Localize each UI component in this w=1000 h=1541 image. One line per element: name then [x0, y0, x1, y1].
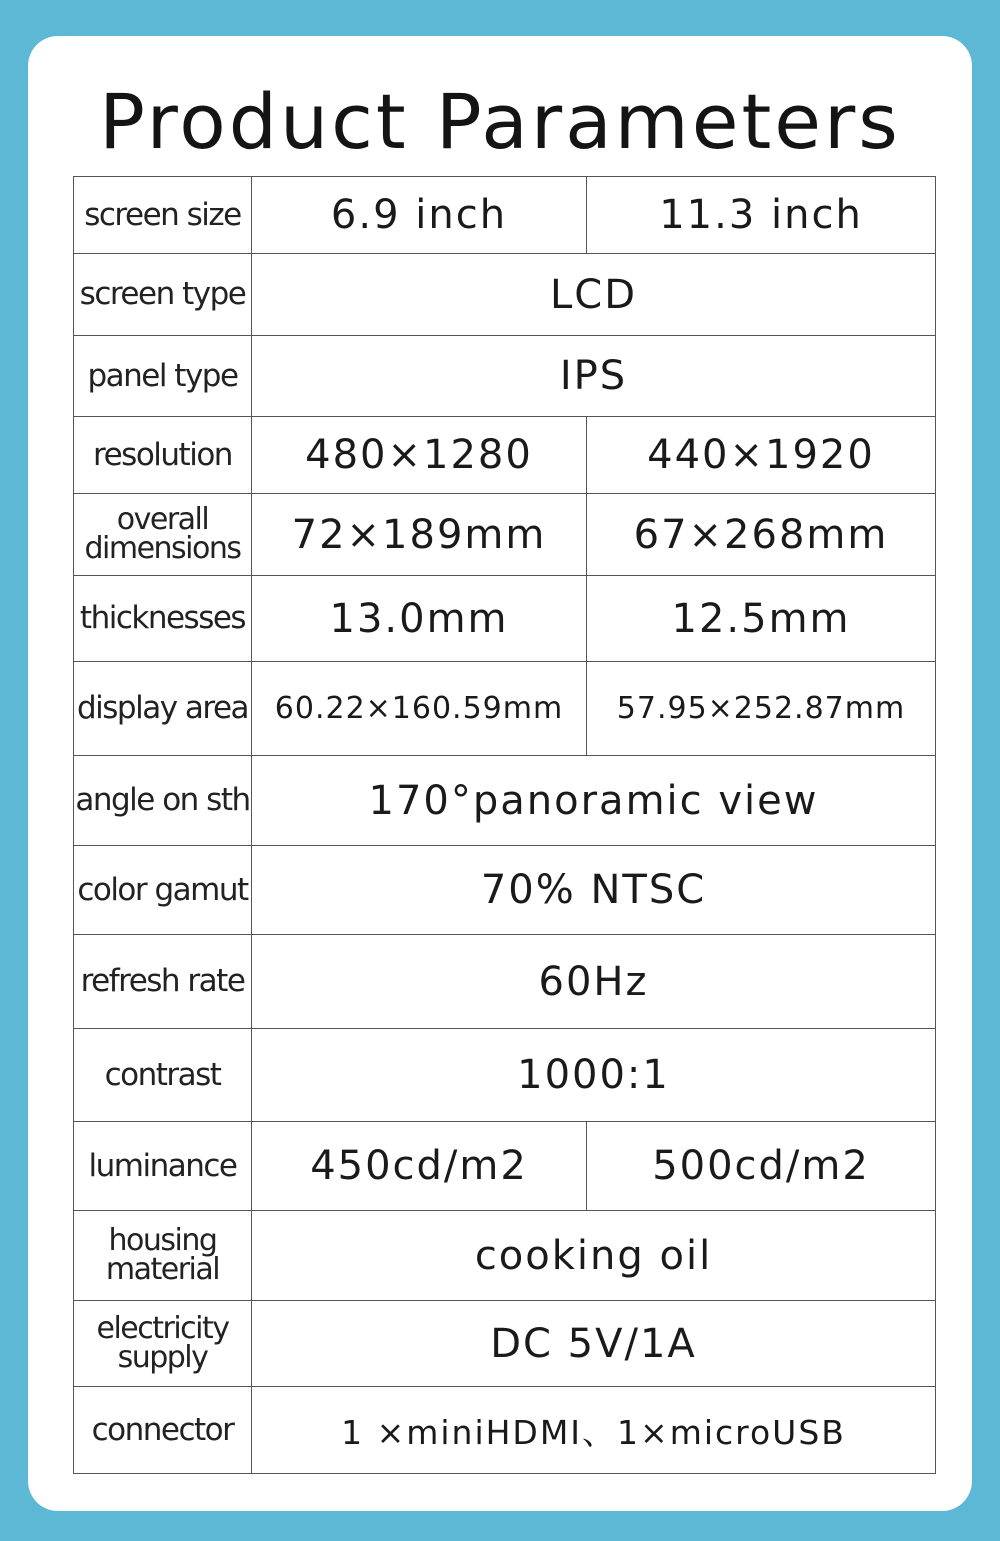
spec-card — [28, 36, 972, 1511]
row-label-line: housing — [108, 1223, 217, 1258]
row-label-line: overall — [116, 502, 209, 537]
value-cell: 67×268mm — [587, 494, 936, 576]
value-cell: 57.95×252.87mm — [587, 662, 936, 756]
row-label: angle on sth — [74, 756, 252, 846]
row-label: resolution — [74, 417, 252, 494]
value-cell: 12.5mm — [587, 576, 936, 662]
row-contrast — [74, 1029, 936, 1122]
row-label — [74, 1211, 252, 1301]
row-label — [74, 1301, 252, 1387]
value-cell: cooking oil — [252, 1211, 936, 1301]
row-screen-type — [74, 254, 936, 336]
row-label: contrast — [74, 1029, 252, 1122]
value-cell: 480×1280 — [252, 417, 587, 494]
row-label-line: material — [105, 1251, 220, 1287]
row-label-line: electricity — [96, 1311, 229, 1346]
row-thicknesses — [74, 576, 936, 662]
row-label: connector — [74, 1387, 252, 1474]
value-cell: IPS — [252, 336, 936, 417]
value-cell: 60Hz — [252, 935, 936, 1029]
row-housing-material — [74, 1211, 936, 1301]
page-title: Product Parameters — [99, 77, 901, 166]
value-cell: 70% NTSC — [252, 846, 936, 935]
value-cell: DC 5V/1A — [252, 1301, 936, 1387]
value-cell: 1000:1 — [252, 1029, 936, 1122]
value-cell: 13.0mm — [252, 576, 587, 662]
row-color-gamut — [74, 846, 936, 935]
row-label-line: supply — [117, 1339, 208, 1375]
row-luminance — [74, 1122, 936, 1211]
row-resolution — [74, 417, 936, 494]
value-cell: 11.3 inch — [587, 177, 936, 254]
row-label: display area — [74, 662, 252, 756]
value-cell: 60.22×160.59mm — [252, 662, 587, 756]
row-refresh-rate — [74, 935, 936, 1029]
value-cell: 72×189mm — [252, 494, 587, 576]
row-label — [74, 494, 252, 576]
value-cell: 170°panoramic view — [252, 756, 936, 846]
value-cell: 440×1920 — [587, 417, 936, 494]
value-cell: LCD — [252, 254, 936, 336]
row-electricity-supply — [74, 1301, 936, 1387]
row-label-line: dimensions — [84, 530, 241, 566]
value-cell: 1 ×miniHDMI、1×microUSB — [252, 1387, 936, 1474]
row-connector — [74, 1387, 936, 1474]
row-label: refresh rate — [74, 935, 252, 1029]
row-overall-dimensions — [74, 494, 936, 576]
row-panel-type — [74, 336, 936, 417]
row-label: luminance — [74, 1122, 252, 1211]
row-label: thicknesses — [74, 576, 252, 662]
row-angle — [74, 756, 936, 846]
row-label: panel type — [74, 336, 252, 417]
value-cell: 500cd/m2 — [587, 1122, 936, 1211]
row-display-area — [74, 662, 936, 756]
row-screen-size — [74, 177, 936, 254]
value-cell: 450cd/m2 — [252, 1122, 587, 1211]
value-cell: 6.9 inch — [252, 177, 587, 254]
row-label: screen type — [74, 254, 252, 336]
spec-table — [73, 176, 936, 1474]
row-label: screen size — [74, 177, 252, 254]
row-label: color gamut — [74, 846, 252, 935]
